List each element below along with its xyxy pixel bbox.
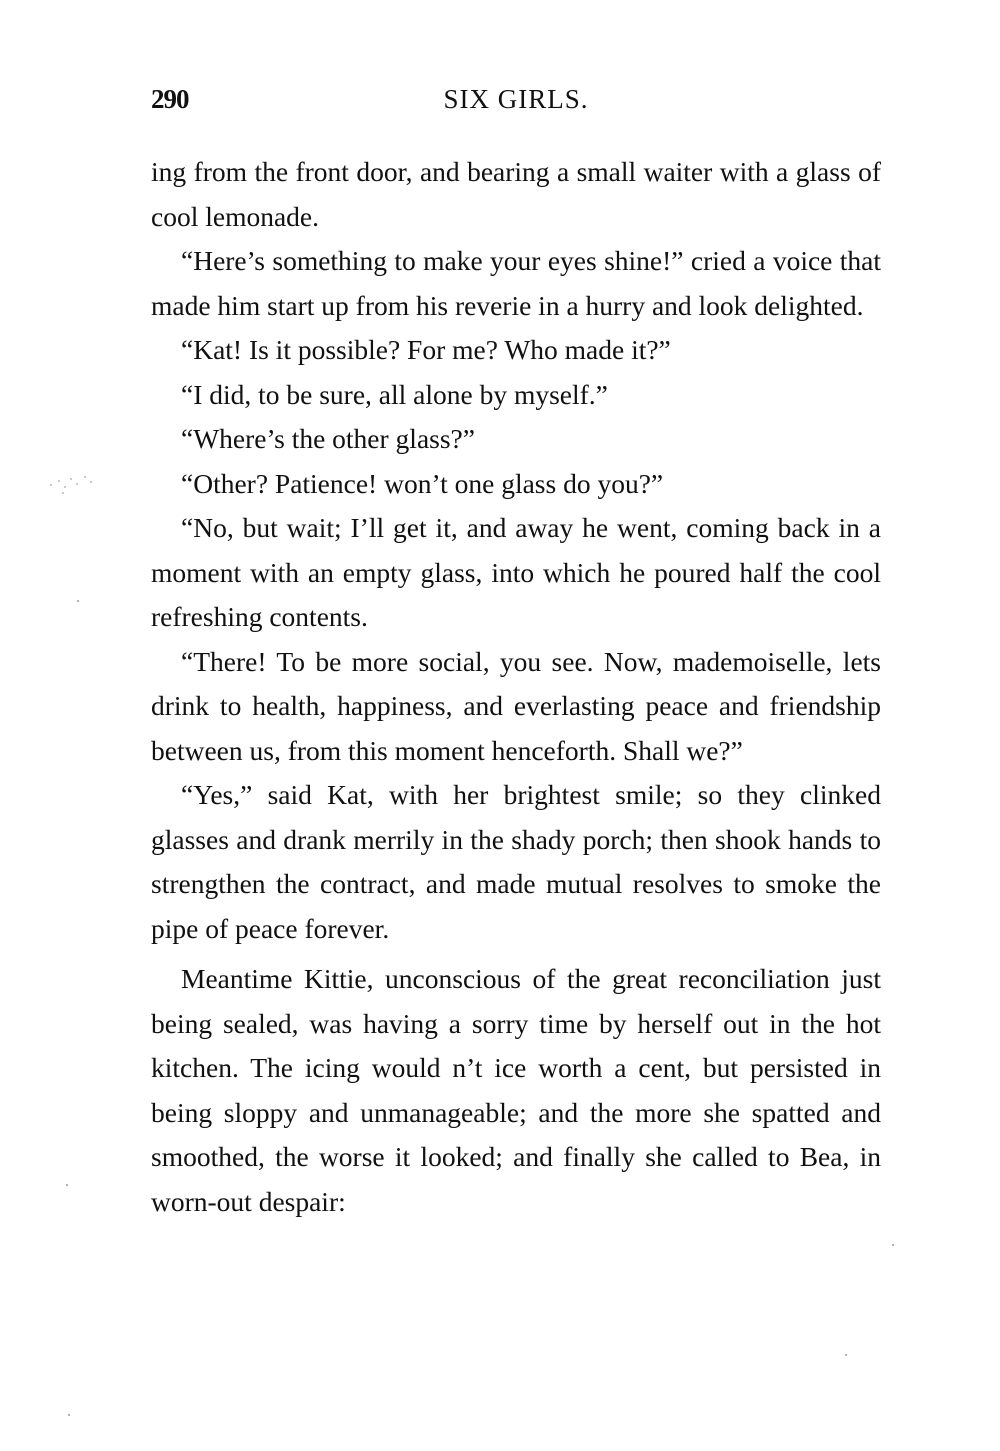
paragraph: “Yes,” said Kat, with her brightest smile; so they clinked glasses and drank merrily in the shady porch; then shook hands to strengthen the contract, and made mutual resolves to smoke the pipe of peace forever. xyxy=(151,779,881,944)
page-number: 290 xyxy=(151,84,189,114)
paragraph: “I did, to be sure, all alone by myself.” xyxy=(181,378,608,410)
running-title: SIX GIRLS. xyxy=(443,84,589,114)
paper-speck xyxy=(66,1184,68,1186)
paragraph: ing from the front door, and bearing a small waiter with a glass of cool lemonade. xyxy=(151,156,881,232)
paper-speck xyxy=(77,600,79,602)
paper-smudge xyxy=(40,470,110,500)
paper-speck xyxy=(892,1244,894,1246)
paragraph: “Kat! Is it possible? For me? Who made it?” xyxy=(181,334,671,365)
paragraph: “Where’s the other glass?” xyxy=(181,423,475,454)
paper-speck xyxy=(68,1414,70,1416)
page-header xyxy=(151,84,881,124)
paper-speck xyxy=(845,1354,847,1356)
paragraph: “Here’s something to make your eyes shine!” cried a voice that made him start up from his reverie in a hurry and look delighted. xyxy=(151,245,881,321)
paragraph: “There! To be more social, you see. Now, mademoiselle, lets drink to health, happiness, and everlasting peace and friendship between us, from this moment henceforth. Shall we?” xyxy=(151,645,881,766)
paragraph: “Other? Patience! won’t one glass do you?” xyxy=(181,467,664,499)
body-text xyxy=(151,150,881,1224)
paragraph: “No, but wait; I’ll get it, and away he went, coming back in a moment with an empty glass, into which he poured half the cool refreshing contents. xyxy=(151,512,881,632)
paragraph: Meantime Kittie, unconscious of the great reconciliation just being sealed, was having a sorry time by herself out in the hot kitchen. The icing would n’t ice worth a cent, but persisted in being sloppy and unmanageable; and the more she spatted and smoothed, the worse it looked; and finally she called to Bea, in worn-out despair: xyxy=(151,963,881,1217)
